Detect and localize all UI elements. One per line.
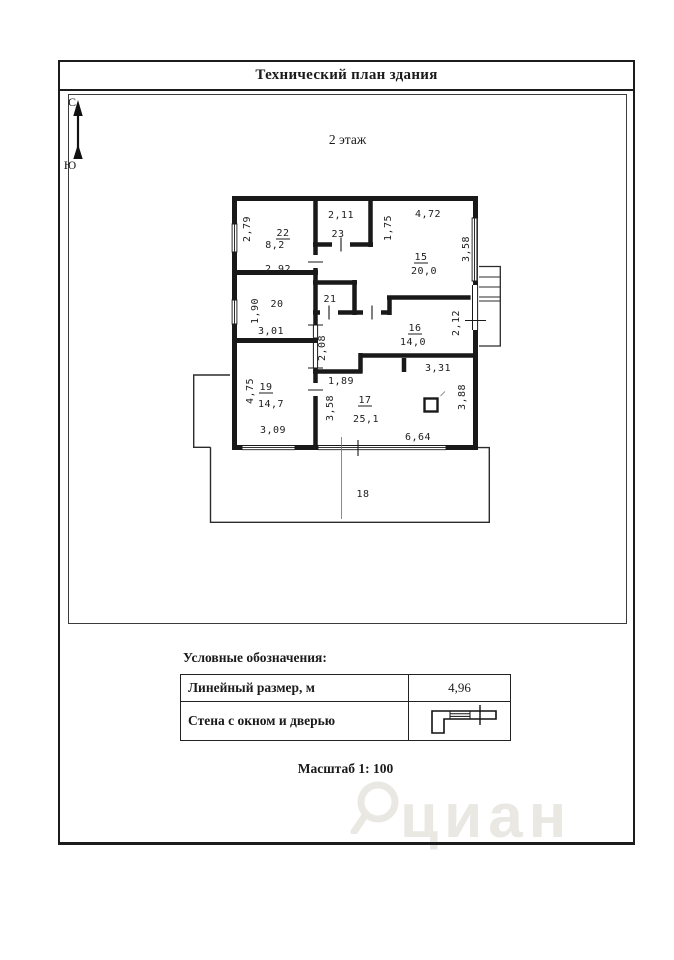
dimension-4,72: 4,72 [414,209,442,220]
legend-heading: Условные обозначения: [183,650,327,665]
dimension-1,90: 1,90 [250,297,261,325]
document-title-band [58,60,635,91]
dimension-1,75: 1,75 [383,214,394,242]
dimension-3,58: 3,58 [325,394,336,422]
room-number-21: 21 [323,294,337,305]
window-room15 [472,218,478,281]
terrace-18-outline [211,447,490,522]
room-area-8,2: 8,2 [265,240,285,251]
outer-wall [235,199,476,448]
dimension-2,11: 2,11 [327,210,355,221]
legend-row-linear-size [181,675,510,701]
window-room20 [232,300,238,324]
room-number-17: 17 [358,395,372,406]
room-number-15: 15 [414,252,428,263]
dimension-4,75: 4,75 [245,377,256,405]
room-area-25,1: 25,1 [352,414,380,425]
room-area-14,7: 14,7 [257,399,285,410]
exterior-stairs [479,267,500,347]
dimension-2,79: 2,79 [242,215,253,243]
dimension-1,89: 1,89 [327,376,355,387]
room-number-19: 19 [259,382,273,393]
window-room17 [318,445,446,450]
room-number-16: 16 [408,323,422,334]
dimension-6,64: 6,64 [404,432,432,443]
legend-row-wall-symbol [181,701,510,740]
dimension-3,88: 3,88 [457,383,468,411]
legend-value-linear-size: 4,96 [448,680,471,695]
document-title: Технический план здания [255,67,438,83]
dimension-2,08: 2,08 [317,334,328,362]
room-number-22: 22 [276,228,290,239]
floor-label: 2 этаж [328,132,367,147]
watermark-text: циан [400,782,573,851]
dimension-3,09: 3,09 [259,425,287,436]
legend-label-wall-symbol: Стена с окном и дверью [181,702,409,740]
room-number-20: 20 [270,299,284,310]
room-area-20,0: 20,0 [410,266,438,277]
legend-value-wall-symbol [409,702,510,740]
building-walls [232,199,476,448]
wall-with-window-and-door-icon [418,704,502,738]
dimension-2,92: 2,92 [264,264,292,275]
room-number-18: 18 [356,489,370,500]
compass-south-label: Ю [63,158,77,172]
scale-label: Масштаб 1: 100 [297,761,394,776]
dimension-3,58: 3,58 [461,235,472,263]
legend-table [180,674,511,741]
left-porch-outline [194,375,230,447]
room-area-14,0: 14,0 [399,337,427,348]
window-room22 [232,224,238,252]
dimension-3,01: 3,01 [257,326,285,337]
legend-label-linear-size: Линейный размер, м [181,675,409,701]
dimension-2,12: 2,12 [451,309,462,337]
window-room19 [242,445,295,450]
compass-north-label: С [67,95,77,109]
dimension-3,31: 3,31 [424,363,452,374]
doorway-to-stairs [471,285,479,330]
room-number-23: 23 [331,229,345,240]
